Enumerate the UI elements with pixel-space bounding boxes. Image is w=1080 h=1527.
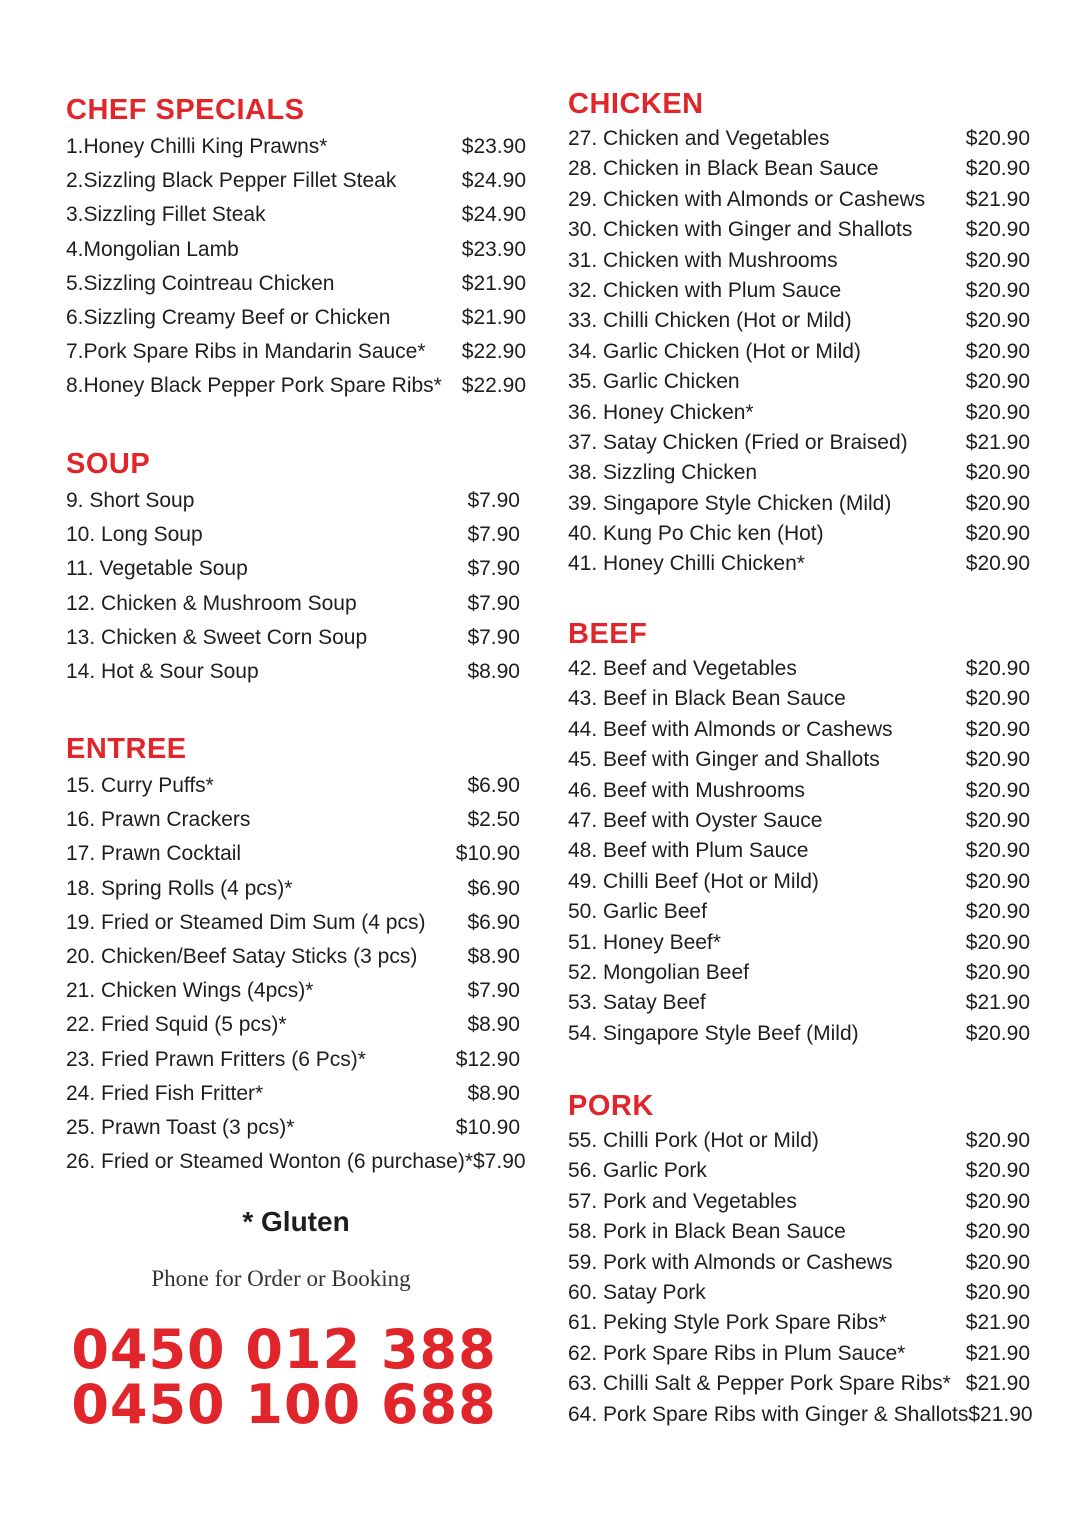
menu-item [568, 928, 1030, 958]
menu-item-price: $7.90 [467, 489, 520, 512]
menu-item-name: 27. Chicken and Vegetables [568, 127, 830, 150]
section-title: CHICKEN [568, 88, 704, 120]
menu-item [66, 940, 526, 974]
menu-item-price: $10.90 [455, 842, 520, 866]
menu-item [66, 906, 526, 940]
section-chef-specials [66, 92, 526, 404]
menu-item-name: 20. Chicken/Beef Satay Sticks (3 pcs) [66, 944, 418, 968]
menu-item-name: 24. Fried Fish Fritter* [66, 1081, 264, 1105]
menu-item [568, 246, 1030, 276]
menu-item-price: $7.90 [467, 523, 520, 547]
menu-item-price: $6.90 [467, 876, 520, 900]
menu-item-name: 64. Pork Spare Ribs with Ginger & Shallots [568, 1402, 969, 1426]
menu-item [568, 958, 1030, 988]
menu-item [66, 369, 526, 403]
menu-item-price: $24.90 [461, 203, 526, 227]
menu-item-price: $20.90 [965, 127, 1030, 150]
gluten-note: * Gluten [242, 1206, 350, 1237]
menu-item [66, 130, 526, 164]
menu-item-name: 39. Singapore Style Chicken (Mild) [568, 491, 892, 515]
menu-item-price: $20.90 [965, 869, 1030, 893]
menu-item-name: 1.Honey Chilli King Prawns* [66, 135, 328, 158]
menu-item-name: 21. Chicken Wings (4pcs)* [66, 979, 314, 1003]
menu-item [568, 337, 1030, 367]
menu-item-price: $8.90 [467, 944, 520, 968]
menu-item-name: 13. Chicken & Sweet Corn Soup [66, 625, 368, 649]
section-pork [568, 1088, 1033, 1430]
menu-item [568, 715, 1030, 745]
menu-item [66, 655, 526, 689]
menu-item-name: 42. Beef and Vegetables [568, 657, 797, 680]
section-soup [66, 446, 526, 689]
menu-item-name: 10. Long Soup [66, 523, 203, 547]
menu-item-name: 14. Hot & Sour Soup [66, 659, 259, 683]
phone-number-2[interactable]: 0450 100 688 [71, 1373, 497, 1436]
menu-item-price: $21.90 [965, 991, 1030, 1015]
menu-item-price: $20.90 [965, 522, 1030, 546]
menu-item-name: 32. Chicken with Plum Sauce [568, 278, 842, 302]
menu-item-name: 54. Singapore Style Beef (Mild) [568, 1021, 859, 1045]
menu-item [66, 803, 526, 837]
section-title: BEEF [568, 618, 648, 650]
menu-item-price: $21.90 [965, 1341, 1030, 1365]
menu-item-price: $20.90 [965, 900, 1030, 924]
menu-item-name: 26. Fried or Steamed Wonton (6 purchase)* [66, 1150, 473, 1174]
menu-item [568, 806, 1030, 836]
menu-item [568, 154, 1030, 184]
menu-item-name: 43. Beef in Black Bean Sauce [568, 687, 846, 711]
menu-item [66, 198, 526, 232]
menu-item-name: 11. Vegetable Soup [66, 557, 248, 581]
menu-item-name: 2.Sizzling Black Pepper Fillet Steak [66, 169, 397, 193]
menu-item-name: 36. Honey Chicken* [568, 400, 754, 424]
menu-item-price: $20.90 [965, 491, 1030, 515]
item-list [568, 124, 1030, 580]
phone-number-1[interactable]: 0450 012 388 [71, 1318, 497, 1381]
menu-item [66, 974, 526, 1008]
section-chicken [568, 86, 1030, 580]
menu-item [66, 335, 526, 369]
menu-item-price: $6.90 [467, 910, 520, 934]
menu-item-price: $21.90 [461, 305, 526, 329]
menu-item-name: 33. Chilli Chicken (Hot or Mild) [568, 309, 852, 333]
menu-item-price: $12.90 [455, 1047, 520, 1071]
menu-item-price: $20.90 [965, 157, 1030, 181]
menu-item-price: $8.90 [467, 659, 520, 683]
menu-item-price: $20.90 [965, 278, 1030, 302]
menu-item-price: $7.90 [467, 557, 520, 581]
menu-item-price: $20.90 [965, 1189, 1030, 1213]
menu-item-name: 8.Honey Black Pepper Pork Spare Ribs* [66, 374, 442, 398]
menu-item [568, 549, 1030, 579]
menu-item-price: $7.90 [467, 591, 520, 615]
menu-item [568, 306, 1030, 336]
menu-item [66, 587, 526, 621]
menu-item-price: $20.90 [965, 657, 1030, 680]
menu-item-price: $24.90 [461, 169, 526, 193]
menu-item [66, 233, 526, 267]
menu-item-price: $20.90 [965, 1159, 1030, 1183]
menu-item [66, 1145, 526, 1179]
menu-item [66, 164, 526, 198]
section-title: SOUP [66, 448, 151, 480]
menu-item-price: $20.90 [965, 370, 1030, 394]
menu-item [568, 1217, 1030, 1247]
menu-item-name: 61. Peking Style Pork Spare Ribs* [568, 1311, 887, 1335]
item-list [568, 654, 1030, 1049]
menu-item-name: 4.Mongolian Lamb [66, 237, 239, 261]
menu-item [568, 1278, 1030, 1308]
menu-item-name: 59. Pork with Almonds or Cashews [568, 1250, 893, 1274]
menu-item [66, 872, 526, 906]
menu-item-price: $20.90 [965, 1250, 1030, 1274]
menu-item-name: 45. Beef with Ginger and Shallots [568, 748, 880, 772]
menu-item-price: $21.90 [968, 1402, 1033, 1426]
menu-item [66, 1077, 526, 1111]
menu-item [66, 837, 526, 871]
menu-item [66, 621, 526, 655]
menu-item-price: $20.90 [965, 339, 1030, 363]
menu-item-name: 49. Chilli Beef (Hot or Mild) [568, 869, 819, 893]
menu-item [568, 367, 1030, 397]
menu-item [568, 1400, 1033, 1430]
menu-item [568, 654, 1030, 684]
section-title: CHEF SPECIALS [66, 94, 305, 126]
menu-item-name: 7.Pork Spare Ribs in Mandarin Sauce* [66, 340, 426, 364]
menu-item-price: $20.90 [965, 400, 1030, 424]
menu-item-price: $20.90 [965, 552, 1030, 576]
menu-item-name: 31. Chicken with Mushrooms [568, 248, 838, 272]
menu-item-price: $21.90 [965, 430, 1030, 454]
menu-item-name: 18. Spring Rolls (4 pcs)* [66, 876, 293, 900]
menu-item-price: $8.90 [467, 1081, 520, 1105]
menu-item [568, 398, 1030, 428]
menu-item-name: 57. Pork and Vegetables [568, 1189, 797, 1213]
menu-item [66, 769, 526, 803]
item-list [66, 484, 526, 689]
menu-item [568, 684, 1030, 714]
menu-item-name: 62. Pork Spare Ribs in Plum Sauce* [568, 1341, 906, 1365]
menu-item-name: 25. Prawn Toast (3 pcs)* [66, 1115, 295, 1139]
menu-item-name: 19. Fried or Steamed Dim Sum (4 pcs) [66, 910, 426, 934]
menu-item-name: 29. Chicken with Almonds or Cashews [568, 187, 926, 211]
menu-item-name: 56. Garlic Pork [568, 1159, 707, 1183]
menu-item-name: 5.Sizzling Cointreau Chicken [66, 271, 335, 295]
item-list [66, 130, 526, 404]
menu-item-name: 22. Fried Squid (5 pcs)* [66, 1013, 287, 1037]
menu-item-name: 12. Chicken & Mushroom Soup [66, 591, 357, 615]
section-title: ENTREE [66, 733, 187, 765]
menu-item-price: $20.90 [965, 717, 1030, 741]
menu-item-price: $10.90 [455, 1115, 520, 1139]
item-list [66, 769, 526, 1179]
menu-item [568, 1156, 1030, 1186]
menu-item-price: $21.90 [965, 187, 1030, 211]
menu-item [568, 745, 1030, 775]
menu-item-price: $20.90 [965, 1280, 1030, 1304]
item-list [568, 1126, 1033, 1430]
menu-item [568, 185, 1030, 215]
menu-item-price: $20.90 [965, 1220, 1030, 1244]
menu-item-price: $23.90 [461, 237, 526, 261]
menu-item [568, 776, 1030, 806]
menu-item [66, 1043, 526, 1077]
section-title: PORK [568, 1090, 654, 1122]
menu-item [66, 552, 526, 586]
menu-item-name: 30. Chicken with Ginger and Shallots [568, 218, 913, 242]
menu-item [568, 1248, 1030, 1278]
phone-label: Phone for Order or Booking [151, 1266, 411, 1291]
menu-item-name: 40. Kung Po Chic ken (Hot) [568, 522, 824, 546]
menu-item [568, 1369, 1030, 1399]
menu-item-price: $21.90 [965, 1372, 1030, 1396]
menu-item [66, 301, 526, 335]
menu-item-name: 46. Beef with Mushrooms [568, 778, 805, 802]
menu-item [568, 988, 1030, 1018]
menu-item-name: 58. Pork in Black Bean Sauce [568, 1220, 846, 1244]
menu-item-price: $20.90 [965, 808, 1030, 832]
menu-item-name: 34. Garlic Chicken (Hot or Mild) [568, 339, 861, 363]
menu-item-name: 15. Curry Puffs* [66, 774, 214, 797]
menu-item [568, 276, 1030, 306]
menu-item-price: $22.90 [461, 374, 526, 398]
menu-item-price: $20.90 [965, 778, 1030, 802]
menu-item-name: 55. Chilli Pork (Hot or Mild) [568, 1129, 819, 1152]
menu-item-name: 16. Prawn Crackers [66, 808, 251, 832]
menu-item-price: $7.90 [473, 1150, 526, 1174]
menu-item [66, 1008, 526, 1042]
menu-item [568, 215, 1030, 245]
menu-item-name: 23. Fried Prawn Fritters (6 Pcs)* [66, 1047, 366, 1071]
menu-item-name: 63. Chilli Salt & Pepper Pork Spare Ribs* [568, 1372, 951, 1396]
menu-item-name: 35. Garlic Chicken [568, 370, 740, 394]
section-beef [568, 616, 1030, 1049]
menu-item-price: $8.90 [467, 1013, 520, 1037]
menu-item-price: $20.90 [965, 960, 1030, 984]
menu-item-price: $20.90 [965, 461, 1030, 485]
menu-item-price: $20.90 [965, 930, 1030, 954]
menu-item [568, 1019, 1030, 1049]
menu-item-name: 3.Sizzling Fillet Steak [66, 203, 266, 227]
menu-item-name: 17. Prawn Cocktail [66, 842, 242, 866]
menu-item-price: $21.90 [965, 1311, 1030, 1335]
menu-item [66, 484, 526, 518]
menu-item-name: 50. Garlic Beef [568, 900, 707, 924]
menu-item-name: 47. Beef with Oyster Sauce [568, 808, 823, 832]
menu-item-name: 6.Sizzling Creamy Beef or Chicken [66, 305, 391, 329]
menu-item-name: 60. Satay Pork [568, 1280, 706, 1304]
menu-item-price: $20.90 [965, 839, 1030, 863]
menu-item-price: $21.90 [461, 271, 526, 295]
section-entree [66, 731, 526, 1179]
menu-item [568, 428, 1030, 458]
menu-item-price: $22.90 [461, 340, 526, 364]
menu-item [568, 489, 1030, 519]
menu-item-name: 51. Honey Beef* [568, 930, 721, 954]
menu-item-price: $20.90 [965, 309, 1030, 333]
menu-item [568, 519, 1030, 549]
menu-item [568, 836, 1030, 866]
menu-item [568, 1339, 1030, 1369]
menu-item-price: $20.90 [965, 748, 1030, 772]
menu-item-price: $20.90 [965, 1021, 1030, 1045]
menu-item-name: 28. Chicken in Black Bean Sauce [568, 157, 879, 181]
menu-item [66, 518, 526, 552]
menu-item-name: 53. Satay Beef [568, 991, 706, 1015]
menu-item-name: 48. Beef with Plum Sauce [568, 839, 809, 863]
menu-item [568, 1308, 1030, 1338]
menu-item [66, 267, 526, 301]
menu-item [568, 124, 1030, 154]
menu-item [568, 867, 1030, 897]
menu-item [568, 458, 1030, 488]
menu-item-name: 9. Short Soup [66, 489, 195, 512]
menu-item-price: $7.90 [467, 979, 520, 1003]
menu-item-price: $20.90 [965, 687, 1030, 711]
menu-item-name: 52. Mongolian Beef [568, 960, 749, 984]
menu-item [568, 897, 1030, 927]
menu-item [568, 1187, 1030, 1217]
menu-item-name: 37. Satay Chicken (Fried or Braised) [568, 430, 908, 454]
menu-item-name: 41. Honey Chilli Chicken* [568, 552, 805, 576]
menu-item-price: $20.90 [965, 248, 1030, 272]
menu-item-name: 38. Sizzling Chicken [568, 461, 758, 485]
menu-item-price: $6.90 [467, 774, 520, 797]
menu-item [66, 1111, 526, 1145]
menu-item [568, 1126, 1030, 1156]
menu-item-price: $20.90 [965, 1129, 1030, 1152]
menu-item-price: $2.50 [467, 808, 520, 832]
menu-item-price: $7.90 [467, 625, 520, 649]
menu-item-price: $23.90 [461, 135, 526, 158]
menu-item-name: 44. Beef with Almonds or Cashews [568, 717, 893, 741]
menu-item-price: $20.90 [965, 218, 1030, 242]
